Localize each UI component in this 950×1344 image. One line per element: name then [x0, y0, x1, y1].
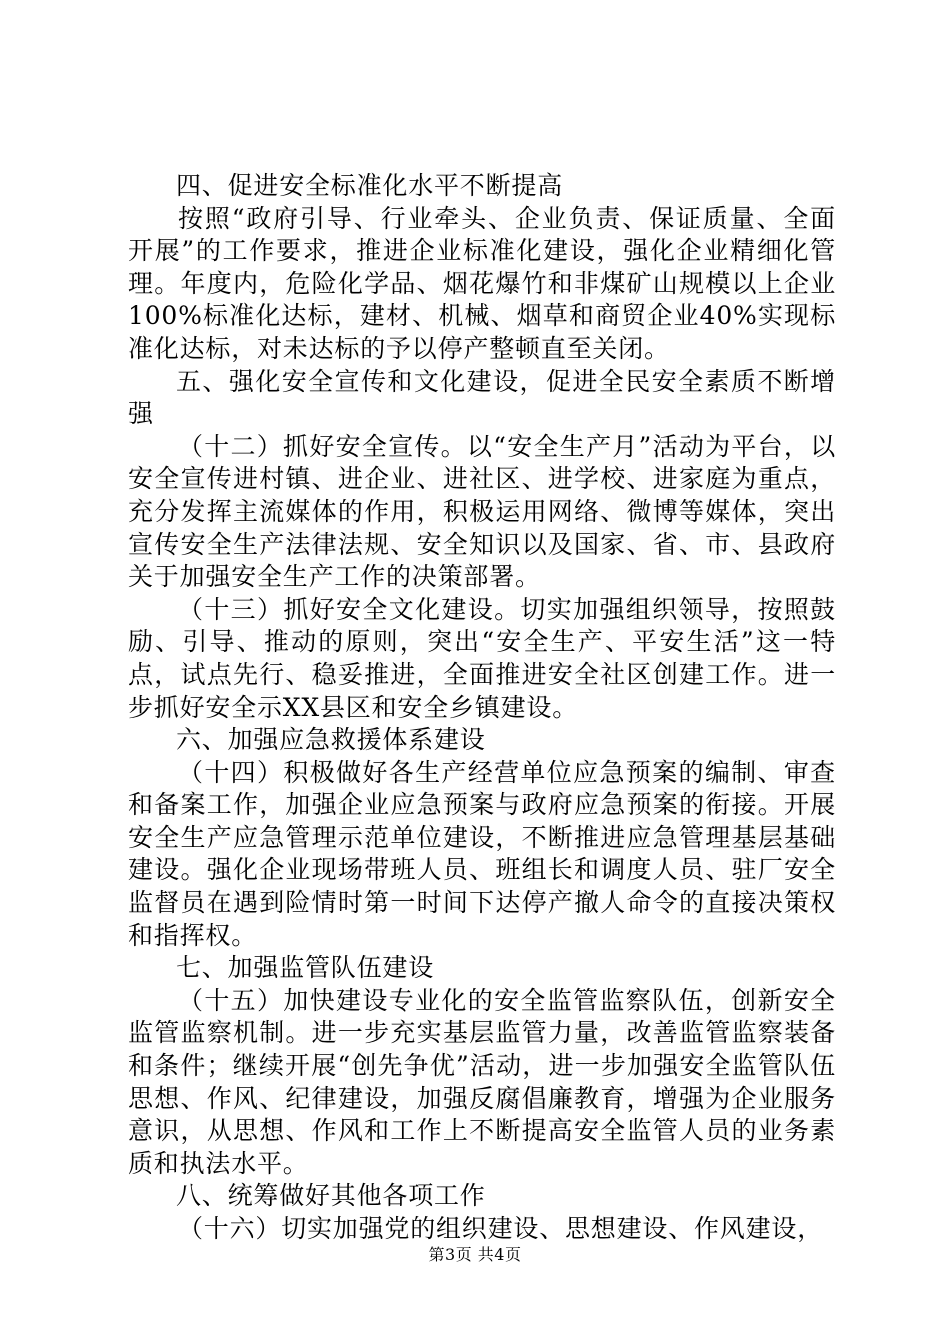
section-heading-6: 六、加强应急救援体系建设: [176, 725, 486, 755]
section-heading-5: 五、强化安全宣传和文化建设，促进全民安全素质不断增强: [128, 366, 836, 429]
section-heading-7: 七、加强监管队伍建设: [176, 953, 435, 983]
paragraph-standardization: 按照“政府引导、行业牵头、企业负责、保证质量、全面开展”的工作要求，推进企业标准化建设，强化企业精细化管理。年度内，危险化学品、烟花爆竹和非煤矿山规模以上企业100%标准化达标，建材、机械、烟草和商贸企业40%实现标准化达标，对未达标的予以停产整顿直至关闭。: [128, 203, 836, 363]
paragraph-item-16: （十六）切实加强党的组织建设、思想建设、作风建设，: [178, 1214, 824, 1243]
document-body: [128, 170, 836, 1246]
page-number-footer: 第3页 共4页: [428, 1245, 522, 1264]
paragraph-item-15: （十五）加快建设专业化的安全监管监察队伍，创新安全监管监察机制。进一步充实基层监管力量，改善监管监察装备和条件；继续开展“创先争优”活动，进一步加强安全监管队伍思想、作风、纪律建设，加强反腐倡廉教育，增强为企业服务意识，从思想、作风和工作上不断提高安全监管人员的业务素质和执法水平。: [128, 985, 836, 1178]
section-heading-8: 八、统筹做好其他各项工作: [176, 1181, 486, 1211]
paragraph-item-13: （十三）抓好安全文化建设。切实加强组织领导，按照鼓励、引导、推动的原则，突出“安全生产、平安生活”这一特点，试点先行、稳妥推进，全面推进安全社区创建工作。进一步抓好安全示XX县区和安全乡镇建设。: [128, 594, 836, 722]
paragraph-item-14: （十四）积极做好各生产经营单位应急预案的编制、审查和备案工作，加强企业应急预案与政府应急预案的衔接。开展安全生产应急管理示范单位建设，不断推进应急管理基层基础建设。强化企业现场带班人员、班组长和调度人员、驻厂安全监督员在遇到险情时第一时间下达停产撤人命令的直接决策权和指挥权。: [128, 757, 836, 950]
section-heading-4: 四、促进安全标准化水平不断提高: [176, 171, 564, 200]
paragraph-item-12: （十二）抓好安全宣传。以“安全生产月”活动为平台，以安全宣传进村镇、进企业、进社区、进学校、进家庭为重点，充分发挥主流媒体的作用，积极运用网络、微博等媒体，突出宣传安全生产法律法规、安全知识以及国家、省、市、县政府关于加强安全生产工作的决策部署。: [128, 431, 836, 592]
